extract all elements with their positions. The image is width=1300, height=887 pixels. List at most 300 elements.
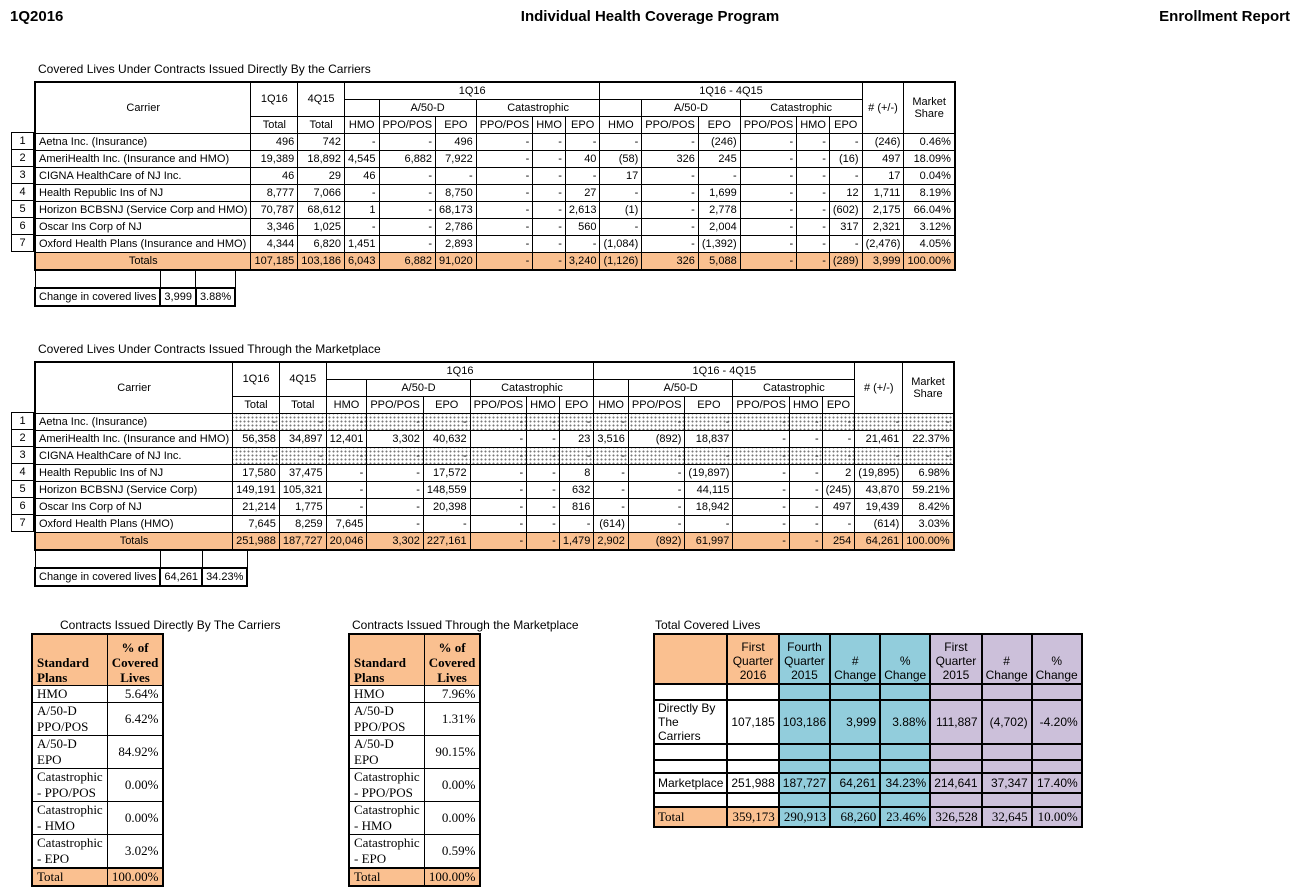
carrier-name-cell: Aetna Inc. (Insurance) — [35, 413, 233, 430]
value-cell: 59.21% — [903, 481, 954, 498]
value-cell: - — [797, 201, 830, 218]
value-cell: - — [527, 498, 560, 515]
plan-name-cell: Catastrophic - EPO — [349, 834, 424, 868]
value-cell: 18,942 — [685, 498, 733, 515]
suppressed-value-cell: - — [423, 447, 470, 464]
row-number: 5 — [11, 480, 34, 498]
suppressed-value-cell: - — [559, 413, 594, 430]
column-header: % Change — [1032, 634, 1082, 684]
value-cell: 17,572 — [423, 464, 470, 481]
value-cell: 2,175 — [862, 201, 904, 218]
marketplace-plans-summary-title: Contracts Issued Through the Marketplace — [352, 618, 579, 632]
value-cell — [779, 744, 830, 760]
plan-type-header: PPO/POS — [628, 396, 685, 413]
value-cell: 148,559 — [423, 481, 470, 498]
value-cell: 0.46% — [904, 133, 955, 150]
suppressed-value-cell: - — [326, 413, 367, 430]
value-cell: - — [344, 218, 379, 235]
value-cell: - — [600, 184, 642, 201]
value-cell: - — [565, 167, 600, 184]
value-cell — [830, 684, 880, 700]
total-row — [654, 807, 1082, 827]
totals-value-cell: 227,161 — [423, 532, 470, 550]
table-row — [35, 201, 955, 218]
value-cell: 21,214 — [233, 498, 280, 515]
plan-group-header: A/50-D — [628, 379, 733, 396]
value-cell: - — [740, 201, 797, 218]
value-cell: 4,344 — [251, 235, 298, 252]
value-cell — [779, 793, 830, 807]
total-label-cell: Total — [32, 868, 107, 886]
carrier-name-cell: Horizon BCBSNJ (Service Corp) — [35, 481, 233, 498]
value-cell: 111,887 — [930, 700, 981, 744]
carrier-name-cell: AmeriHealth Inc. (Insurance and HMO) — [35, 430, 233, 447]
value-cell: 359,173 — [727, 807, 778, 827]
plan-type-header: EPO — [685, 396, 733, 413]
value-cell: - — [476, 184, 533, 201]
table-row — [35, 447, 954, 464]
q1-header: 1Q16 — [233, 362, 280, 396]
plan-type-header: Total — [233, 396, 280, 413]
value-cell: - — [533, 184, 566, 201]
plan-type-header: EPO — [559, 396, 594, 413]
totals-label-cell: Totals — [35, 532, 233, 550]
value-cell: 8.42% — [903, 498, 954, 515]
value-cell: 22.37% — [903, 430, 954, 447]
totals-value-cell: 107,185 — [251, 252, 298, 270]
value-cell: - — [423, 515, 470, 532]
blank-cell — [196, 270, 235, 288]
value-cell: 1,025 — [298, 218, 345, 235]
value-cell: - — [379, 133, 436, 150]
plan-group-header: Catastrophic — [476, 99, 600, 116]
value-cell — [727, 744, 778, 760]
value-cell: - — [476, 150, 533, 167]
plan-type-header: Total — [279, 396, 326, 413]
value-cell: 8.19% — [904, 184, 955, 201]
value-cell — [830, 793, 880, 807]
value-cell: - — [367, 464, 424, 481]
plan-name-cell: Catastrophic - HMO — [349, 801, 424, 834]
value-cell: - — [344, 184, 379, 201]
direct-carriers-title: Covered Lives Under Contracts Issued Directly By the Carriers — [38, 62, 371, 76]
value-cell: 632 — [559, 481, 594, 498]
suppressed-value-cell: - — [594, 413, 629, 430]
value-cell: - — [600, 218, 642, 235]
value-cell: 19,389 — [251, 150, 298, 167]
value-cell: 149,191 — [233, 481, 280, 498]
value-cell: - — [533, 133, 566, 150]
plan-type-header: HMO — [789, 396, 822, 413]
plan-row — [32, 735, 163, 768]
value-cell — [880, 684, 930, 700]
blank-row — [654, 760, 1082, 773]
value-cell: 17,580 — [233, 464, 280, 481]
suppressed-value-cell: - — [822, 447, 855, 464]
column-header: First Quarter 2016 — [727, 634, 778, 684]
plan-type-header: PPO/POS — [642, 116, 699, 133]
change-count-cell: 64,261 — [160, 568, 202, 586]
totals-value-cell: 61,997 — [685, 532, 733, 550]
row-label-cell — [654, 760, 727, 773]
totals-value-cell: - — [470, 532, 527, 550]
header-row — [35, 362, 954, 379]
plan-group-header: A/50-D — [367, 379, 470, 396]
plan-type-header: EPO — [565, 116, 600, 133]
value-cell: 816 — [559, 498, 594, 515]
totals-value-cell: - — [476, 252, 533, 270]
plan-type-header: PPO/POS — [379, 116, 436, 133]
value-cell: 37,475 — [279, 464, 326, 481]
value-cell: 40,632 — [423, 430, 470, 447]
value-cell: 17 — [600, 167, 642, 184]
plan-row — [349, 834, 480, 868]
value-cell: (246) — [698, 133, 740, 150]
value-cell: 6,820 — [298, 235, 345, 252]
value-cell: - — [797, 133, 830, 150]
suppressed-value-cell: - — [855, 447, 903, 464]
totals-label-cell: Totals — [35, 252, 251, 270]
plan-type-header: HMO — [344, 116, 379, 133]
suppressed-value-cell: - — [733, 447, 790, 464]
suppressed-value-cell: - — [789, 413, 822, 430]
suppressed-value-cell: - — [527, 413, 560, 430]
value-cell: - — [698, 167, 740, 184]
value-cell — [982, 760, 1032, 773]
value-cell: 68,260 — [830, 807, 880, 827]
value-cell: - — [628, 481, 685, 498]
row-number: 2 — [11, 149, 34, 167]
row-label-cell — [654, 744, 727, 760]
carrier-table — [34, 81, 956, 271]
value-cell — [1032, 684, 1082, 700]
data-row — [654, 700, 1082, 744]
suppressed-value-cell: - — [233, 413, 280, 430]
totals-value-cell: 100.00% — [903, 532, 954, 550]
value-cell — [727, 684, 778, 700]
value-cell: 105,321 — [279, 481, 326, 498]
plan-row — [32, 834, 163, 868]
value-cell: - — [476, 133, 533, 150]
value-cell: 1,775 — [279, 498, 326, 515]
row-label-cell: Marketplace — [654, 773, 727, 793]
value-cell: 18.09% — [904, 150, 955, 167]
suppressed-value-cell: - — [559, 447, 594, 464]
value-cell: - — [533, 218, 566, 235]
suppressed-value-cell: - — [423, 413, 470, 430]
totals-value-cell: (1,126) — [600, 252, 642, 270]
value-cell: (602) — [829, 201, 862, 218]
value-cell: - — [470, 498, 527, 515]
value-cell — [1032, 760, 1082, 773]
suppressed-value-cell: - — [903, 413, 954, 430]
value-cell: - — [600, 133, 642, 150]
suppressed-value-cell: - — [279, 413, 326, 430]
header-row — [654, 634, 1082, 684]
row-label-cell: Total — [654, 807, 727, 827]
value-cell: 1,711 — [862, 184, 904, 201]
suppressed-value-cell: - — [594, 447, 629, 464]
net-change-column-header: # (+/-) — [862, 82, 904, 133]
row-number: 4 — [11, 463, 34, 481]
plan-group-header: Catastrophic — [470, 379, 594, 396]
value-cell: - — [740, 150, 797, 167]
value-cell: 4,545 — [344, 150, 379, 167]
value-cell: 44,115 — [685, 481, 733, 498]
value-cell — [830, 760, 880, 773]
value-cell: 17.40% — [1032, 773, 1082, 793]
value-cell: 3,346 — [251, 218, 298, 235]
value-cell: 2,786 — [436, 218, 477, 235]
value-cell: - — [829, 133, 862, 150]
value-cell: - — [527, 515, 560, 532]
value-cell: 23.46% — [880, 807, 930, 827]
value-cell: -4.20% — [1032, 700, 1082, 744]
value-cell: - — [379, 184, 436, 201]
value-cell: (614) — [594, 515, 629, 532]
plan-name-cell: A/50-D PPO/POS — [32, 702, 107, 735]
value-cell: 56,358 — [233, 430, 280, 447]
value-cell: 37,347 — [982, 773, 1032, 793]
spacer-row — [35, 550, 247, 568]
value-cell: 2,321 — [862, 218, 904, 235]
value-cell: - — [476, 235, 533, 252]
value-cell: - — [642, 218, 699, 235]
change-percent-cell: 34.23% — [202, 568, 247, 586]
plan-type-header: HMO — [797, 116, 830, 133]
plan-row — [32, 702, 163, 735]
totals-value-cell: (289) — [829, 252, 862, 270]
row-number: 6 — [11, 217, 34, 235]
totals-value-cell: 251,988 — [233, 532, 280, 550]
value-cell: 64,261 — [830, 773, 880, 793]
suppressed-value-cell: - — [628, 447, 685, 464]
plan-row — [349, 685, 480, 702]
plan-percent-cell: 0.00% — [424, 801, 480, 834]
blank-header — [594, 379, 629, 396]
column-header: First Quarter 2015 — [930, 634, 981, 684]
totals-value-cell: 254 — [822, 532, 855, 550]
value-cell: - — [379, 218, 436, 235]
table-row — [35, 235, 955, 252]
plan-percent-cell: 0.00% — [424, 768, 480, 801]
value-cell — [930, 760, 981, 773]
plan-percent-cell: 0.00% — [107, 768, 163, 801]
value-cell: - — [628, 515, 685, 532]
value-cell: - — [789, 498, 822, 515]
value-cell — [930, 684, 981, 700]
quarter-diff-group-header: 1Q16 - 4Q15 — [594, 362, 855, 379]
value-cell: - — [476, 201, 533, 218]
value-cell: 3.12% — [904, 218, 955, 235]
value-cell: - — [628, 464, 685, 481]
value-cell: 20,398 — [423, 498, 470, 515]
plan-percent-cell: 7.96% — [424, 685, 480, 702]
plan-type-header: PPO/POS — [740, 116, 797, 133]
row-number: 1 — [11, 132, 34, 150]
plan-type-header: HMO — [533, 116, 566, 133]
plan-row — [349, 768, 480, 801]
value-cell: (16) — [829, 150, 862, 167]
table-row — [35, 133, 955, 150]
table-row — [35, 218, 955, 235]
header-row — [35, 82, 955, 99]
blank-header — [600, 99, 642, 116]
change-label-cell: Change in covered lives — [35, 288, 160, 306]
plan-name-cell: Catastrophic - HMO — [32, 801, 107, 834]
page-title: Individual Health Coverage Program — [520, 8, 780, 25]
plan-type-header: Total — [251, 116, 298, 133]
value-cell: 21,461 — [855, 430, 903, 447]
q4-header: 4Q15 — [279, 362, 326, 396]
value-cell: - — [470, 430, 527, 447]
value-cell: - — [367, 481, 424, 498]
value-cell: - — [565, 235, 600, 252]
value-cell: 66.04% — [904, 201, 955, 218]
blank-row — [654, 684, 1082, 700]
change-percent-cell: 3.88% — [196, 288, 235, 306]
market-share-line1: Market — [911, 375, 945, 388]
value-cell: - — [733, 498, 790, 515]
value-cell: 7,066 — [298, 184, 345, 201]
plan-percent-cell: 0.59% — [424, 834, 480, 868]
value-cell — [930, 744, 981, 760]
value-cell: 46 — [251, 167, 298, 184]
value-cell: (2,476) — [862, 235, 904, 252]
value-cell: - — [594, 464, 629, 481]
column-header: Fourth Quarter 2015 — [779, 634, 830, 684]
value-cell — [880, 760, 930, 773]
market-share-line2: Share — [914, 107, 944, 120]
row-number: 7 — [11, 234, 34, 252]
value-cell: - — [642, 167, 699, 184]
plan-name-cell: Catastrophic - PPO/POS — [349, 768, 424, 801]
marketplace-title: Covered Lives Under Contracts Issued Through the Marketplace — [38, 342, 381, 356]
table-row — [35, 150, 955, 167]
suppressed-value-cell: - — [789, 447, 822, 464]
plan-type-header: HMO — [594, 396, 629, 413]
market-share-line1: Market — [912, 95, 946, 108]
totals-value-cell: 103,186 — [298, 252, 345, 270]
value-cell: 2,778 — [698, 201, 740, 218]
row-number: 1 — [11, 412, 34, 430]
change-in-covered-lives-table — [34, 549, 248, 587]
plan-row — [32, 801, 163, 834]
suppressed-value-cell: - — [470, 447, 527, 464]
carrier-name-cell: CIGNA HealthCare of NJ Inc. — [35, 447, 233, 464]
market-share-column-header — [904, 82, 955, 133]
carrier-name-cell: AmeriHealth Inc. (Insurance and HMO) — [35, 150, 251, 167]
suppressed-value-cell: - — [685, 447, 733, 464]
carrier-name-cell: Health Republic Ins of NJ — [35, 464, 233, 481]
plan-percent-cell: 1.31% — [424, 702, 480, 735]
value-cell: 3,999 — [830, 700, 880, 744]
value-cell: 34,897 — [279, 430, 326, 447]
value-cell: 103,186 — [779, 700, 830, 744]
value-cell: 8 — [559, 464, 594, 481]
value-cell: 0.04% — [904, 167, 955, 184]
value-cell: (246) — [862, 133, 904, 150]
carrier-name-cell: Oscar Ins Corp of NJ — [35, 218, 251, 235]
plan-type-header: HMO — [600, 116, 642, 133]
value-cell: - — [367, 515, 424, 532]
plan-percent-cell: 0.00% — [107, 801, 163, 834]
table-row — [35, 515, 954, 532]
suppressed-value-cell: - — [855, 413, 903, 430]
totals-value-cell: (892) — [628, 532, 685, 550]
value-cell: - — [628, 498, 685, 515]
value-cell: 2,613 — [565, 201, 600, 218]
value-cell: 1 — [344, 201, 379, 218]
value-cell: - — [533, 235, 566, 252]
value-cell: 497 — [862, 150, 904, 167]
carrier-column-header: Carrier — [35, 362, 233, 413]
market-share-line2: Share — [913, 387, 943, 400]
plan-type-header: PPO/POS — [733, 396, 790, 413]
blank-row — [654, 744, 1082, 760]
carrier-name-cell: Oxford Health Plans (HMO) — [35, 515, 233, 532]
total-label-cell: Total — [349, 868, 424, 886]
totals-value-cell: 91,020 — [436, 252, 477, 270]
value-cell: 19,439 — [855, 498, 903, 515]
value-cell — [727, 793, 778, 807]
net-change-column-header: # (+/-) — [855, 362, 903, 413]
value-cell: - — [797, 167, 830, 184]
value-cell: - — [740, 218, 797, 235]
column-header: % Change — [880, 634, 930, 684]
value-cell: 7,645 — [326, 515, 367, 532]
value-cell — [930, 793, 981, 807]
value-cell: (19,895) — [855, 464, 903, 481]
value-cell: (19,897) — [685, 464, 733, 481]
value-cell: 7,922 — [436, 150, 477, 167]
value-cell: - — [789, 515, 822, 532]
value-cell: - — [559, 515, 594, 532]
plan-row — [349, 702, 480, 735]
value-cell: (1,392) — [698, 235, 740, 252]
totals-value-cell: 3,302 — [367, 532, 424, 550]
value-cell: - — [527, 430, 560, 447]
value-cell: 27 — [565, 184, 600, 201]
suppressed-value-cell: - — [527, 447, 560, 464]
value-cell: - — [470, 515, 527, 532]
value-cell: 2,004 — [698, 218, 740, 235]
plan-percent-cell: 5.64% — [107, 685, 163, 702]
totals-value-cell: 1,479 — [559, 532, 594, 550]
carrier-name-cell: Aetna Inc. (Insurance) — [35, 133, 251, 150]
row-number: 2 — [11, 429, 34, 447]
value-cell: 18,892 — [298, 150, 345, 167]
carrier-table — [34, 361, 955, 551]
row-number: 5 — [11, 200, 34, 218]
value-cell: - — [642, 201, 699, 218]
value-cell: - — [326, 464, 367, 481]
change-row — [35, 288, 235, 306]
value-cell: - — [733, 481, 790, 498]
plan-name-cell: A/50-D EPO — [32, 735, 107, 768]
value-cell: - — [797, 184, 830, 201]
data-row — [654, 773, 1082, 793]
plan-group-header: Catastrophic — [740, 99, 862, 116]
percent-covered-header: % of Covered Lives — [107, 634, 163, 685]
suppressed-value-cell: - — [903, 447, 954, 464]
plan-name-cell: HMO — [32, 685, 107, 702]
row-number: 3 — [11, 446, 34, 464]
value-cell: - — [733, 430, 790, 447]
totals-value-cell: 6,882 — [379, 252, 436, 270]
suppressed-value-cell: - — [367, 413, 424, 430]
value-cell: - — [565, 133, 600, 150]
